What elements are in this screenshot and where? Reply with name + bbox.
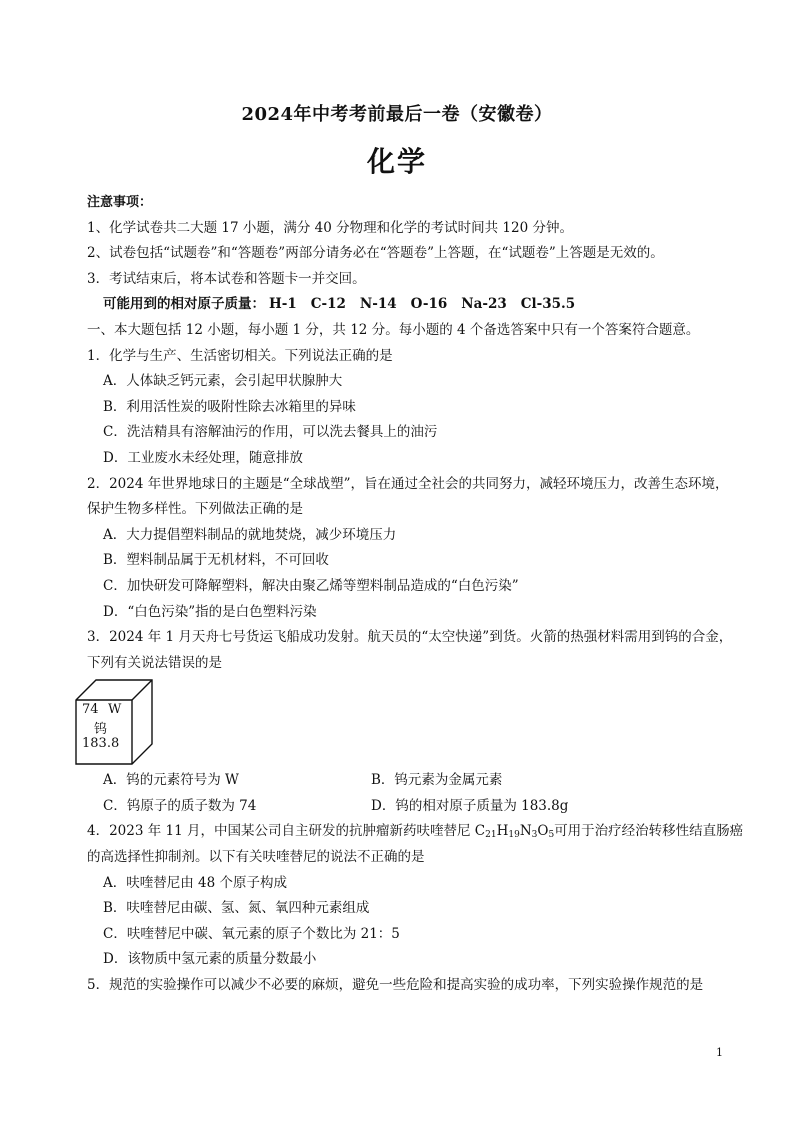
q4-stem-post: 可用于治疗经治转移性结直肠癌 bbox=[554, 823, 744, 840]
formula-c-count: 21 bbox=[485, 830, 497, 841]
q4-option-d: D．该物质中氢元素的质量分数最小 bbox=[103, 951, 317, 968]
formula-o: O bbox=[537, 823, 549, 840]
q3-option-a: A．钨的元素符号为 W bbox=[103, 772, 239, 789]
q2-option-a: A．大力提倡塑料制品的就地焚烧，减少环境压力 bbox=[103, 526, 397, 543]
q1-option-a: A．人体缺乏钙元素，会引起甲状腺肿大 bbox=[103, 373, 343, 390]
q3-stem-line1: 3．2024 年 1 月天舟七号货运飞船成功发射。航天员的“太空快递”到货。火箭的热强材料需用到钨的合金， bbox=[87, 629, 733, 646]
q5-stem: 5．规范的实验操作可以减少不必要的麻烦，避免一些危险和提高实验的成功率，下列实验操作规范的是 bbox=[87, 977, 704, 994]
formula-h-count: 19 bbox=[508, 830, 520, 841]
mass-c: C-12 bbox=[310, 296, 346, 313]
q4-stem-pre: 4．2023 年 11 月，中国某公司自主研发的抗肿瘤新药呋喹替尼 bbox=[87, 823, 475, 840]
q4-option-a: A．呋喹替尼由 48 个原子构成 bbox=[103, 874, 288, 891]
exam-title: 2024年中考考前最后一卷（安徽卷） bbox=[241, 104, 553, 125]
exam-content bbox=[82, 190, 744, 999]
notice-heading: 注意事项： bbox=[87, 195, 153, 210]
mass-h: H-1 bbox=[269, 296, 297, 313]
q4-stem-line1 bbox=[87, 819, 744, 845]
element-symbol: W bbox=[108, 702, 122, 718]
page-number: 1 bbox=[716, 1046, 723, 1059]
atomic-masses bbox=[87, 292, 717, 318]
q4-option-b: B．呋喹替尼由碳、氢、氮、氧四种元素组成 bbox=[103, 900, 370, 917]
notice-item-1: 1、化学试卷共二大题 17 小题，满分 40 分物理和化学的考试时间共 120 分钟。 bbox=[87, 219, 573, 236]
formula-o-count: 5 bbox=[548, 830, 555, 841]
q3-stem-line2: 下列有关说法错误的是 bbox=[87, 654, 222, 671]
element-mass: 183.8 bbox=[82, 736, 120, 752]
q1-option-c: C．洗洁精具有溶解油污的作用，可以洗去餐具上的油污 bbox=[103, 424, 438, 441]
q2-option-d: D．“白色污染”指的是白色塑料污染 bbox=[103, 603, 317, 620]
atomic-masses-label: 可能用到的相对原子质量： bbox=[103, 296, 265, 313]
element-card-figure bbox=[82, 676, 717, 768]
formula-n-count: 3 bbox=[531, 830, 538, 841]
subject-title: 化学 bbox=[366, 145, 427, 178]
q2-option-c: C．加快研发可降解塑料，解决由聚乙烯等塑料制品造成的“白色污染” bbox=[103, 577, 519, 594]
q3-option-b: B．钨元素为金属元素 bbox=[371, 772, 503, 789]
mass-n: N-14 bbox=[359, 296, 397, 313]
formula-h: H bbox=[496, 823, 509, 840]
q3-options-row1 bbox=[87, 768, 717, 794]
q4-stem-line2: 的高选择性抑制剂。以下有关呋喹替尼的说法不正确的是 bbox=[87, 849, 425, 866]
q2-stem-line1: 2．2024 年世界地球日的主题是“全球战塑”，旨在通过全社会的共同努力，减轻环境压力，改善生态环境， bbox=[87, 475, 729, 492]
section1-heading: 一、本大题包括 12 小题，每小题 1 分，共 12 分。每小题的 4 个备选答案中只有一个答案符合题意。 bbox=[87, 321, 700, 338]
q4-formula bbox=[475, 823, 554, 839]
element-card bbox=[80, 700, 136, 764]
formula-n: N bbox=[519, 823, 532, 840]
mass-cl: Cl-35.5 bbox=[520, 296, 576, 313]
element-name: 钨 bbox=[94, 722, 108, 738]
q3-option-d: D．钨的相对原子质量为 183.8g bbox=[371, 797, 569, 814]
q3-option-c: C．钨原子的质子数为 74 bbox=[103, 797, 257, 814]
element-atomic-number: 74 bbox=[82, 702, 99, 718]
q1-stem: 1．化学与生产、生活密切相关。下列说法正确的是 bbox=[87, 347, 393, 364]
q2-stem-line2: 保护生物多样性。下列做法正确的是 bbox=[87, 501, 303, 518]
q4-option-c: C．呋喹替尼中碳、氧元素的原子个数比为 21：5 bbox=[103, 925, 400, 942]
formula-c: C bbox=[474, 823, 486, 840]
q2-option-b: B．塑料制品属于无机材料，不可回收 bbox=[103, 552, 329, 569]
q1-option-b: B．利用活性炭的吸附性除去冰箱里的异味 bbox=[103, 398, 356, 415]
mass-na: Na-23 bbox=[461, 296, 507, 313]
mass-o: O-16 bbox=[410, 296, 448, 313]
q1-option-d: D．工业废水未经处理，随意排放 bbox=[103, 449, 303, 466]
notice-item-2: 2、试卷包括“试题卷”和“答题卷”两部分请务必在“答题卷”上答题，在“试题卷”上答题是无效的。 bbox=[87, 245, 664, 262]
notice-item-3: 3．考试结束后，将本试卷和答题卡一并交回。 bbox=[87, 270, 366, 287]
q3-options-row2 bbox=[87, 794, 717, 820]
